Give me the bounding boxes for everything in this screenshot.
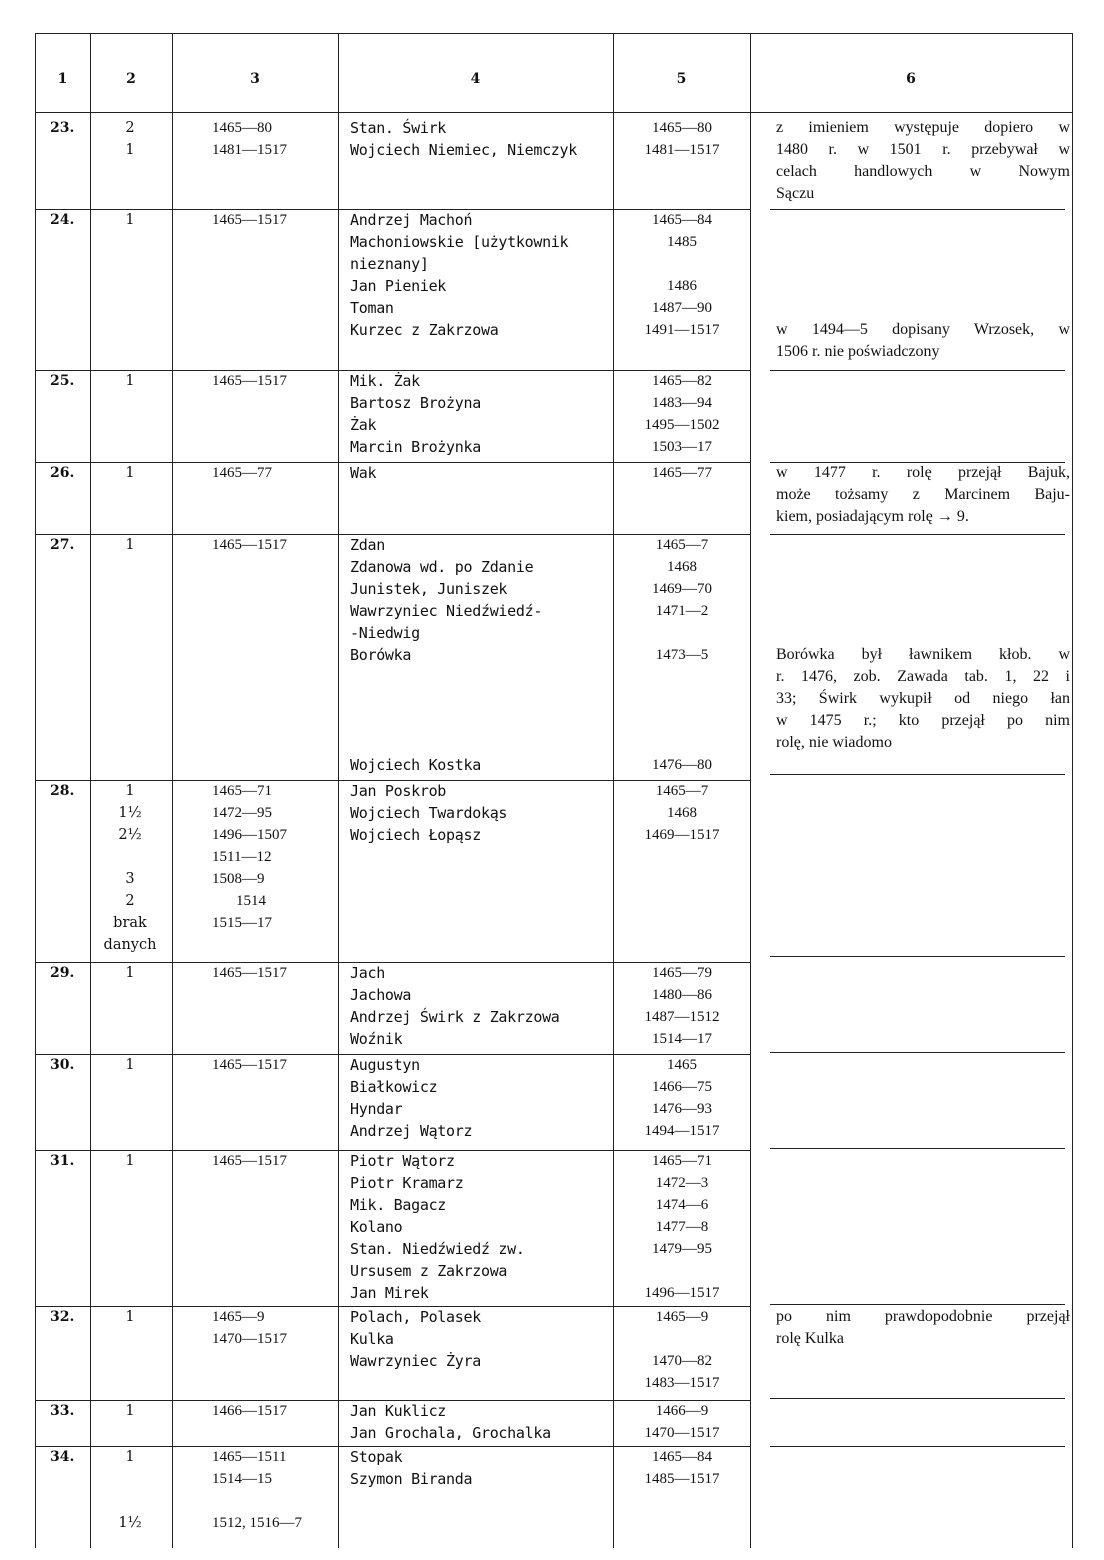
header-col-5: 5 xyxy=(676,71,687,87)
header-col-4: 4 xyxy=(470,71,481,87)
row-number: 29. xyxy=(50,965,75,981)
share-cell: 1 xyxy=(125,465,135,481)
holder-years: 1465 xyxy=(667,1057,697,1073)
holder-name: Marcin Brożynka xyxy=(350,438,481,456)
period-cell: 1465—1517 xyxy=(212,1057,287,1073)
holder-name: Zdanowa wd. po Zdanie xyxy=(350,558,534,576)
holder-years: 1468 xyxy=(667,805,697,821)
share-cell: brak xyxy=(113,915,147,931)
header-col-1: 1 xyxy=(57,71,68,87)
holder-years: 1465—80 xyxy=(652,120,712,136)
holder-name: Wojciech Łopąsz xyxy=(350,826,481,844)
notes-divider xyxy=(770,1148,1065,1149)
holder-years: 1485 xyxy=(667,234,697,250)
holder-name: Bartosz Brożyna xyxy=(350,394,481,412)
holder-name: Kulka xyxy=(350,1330,394,1348)
note-line: r. 1476, zob. Zawada tab. 1, 22 i xyxy=(776,668,1070,685)
share-cell: 1 xyxy=(125,373,135,389)
holder-years: 1514—17 xyxy=(652,1031,712,1047)
holder-name: Jachowa xyxy=(350,986,412,1004)
header-bottom-rule xyxy=(35,112,1073,113)
period-cell: 1515—17 xyxy=(212,915,272,931)
notes-divider xyxy=(770,1304,1065,1305)
holder-name: Wojciech Kostka xyxy=(350,756,481,774)
holder-name: Jan Pieniek xyxy=(350,277,447,295)
note-line: w 1475 r.; kto przejął po nim xyxy=(776,712,1070,729)
holder-name: Mik. Bagacz xyxy=(350,1196,447,1214)
holder-name: Wojciech Twardokąs xyxy=(350,804,508,822)
period-cell: 1465—71 xyxy=(212,783,272,799)
period-cell: 1465—1517 xyxy=(212,373,287,389)
holder-years: 1491—1517 xyxy=(644,322,720,338)
share-cell: 1½ xyxy=(118,1515,142,1531)
row-number: 26. xyxy=(50,465,75,481)
note-line: kiem, posiadającym rolę → 9. xyxy=(776,508,969,525)
holder-years: 1474—6 xyxy=(655,1197,709,1213)
notes-divider xyxy=(770,956,1065,957)
row-number: 24. xyxy=(50,212,75,228)
holder-years: 1470—1517 xyxy=(644,1425,720,1441)
holder-years: 1495—1502 xyxy=(644,417,720,433)
notes-divider xyxy=(770,209,1065,210)
share-cell: 1 xyxy=(125,537,135,553)
holder-years: 1476—80 xyxy=(652,757,712,773)
period-cell: 1514—15 xyxy=(212,1471,272,1487)
holder-years: 1486 xyxy=(667,278,697,294)
holder-years: 1465—84 xyxy=(652,1449,712,1465)
period-cell: 1465—1517 xyxy=(212,1153,287,1169)
period-cell: 1496—1507 xyxy=(212,827,287,843)
holder-years: 1465—79 xyxy=(652,965,712,981)
row-number: 32. xyxy=(50,1309,75,1325)
period-cell: 1465—1517 xyxy=(212,212,287,228)
holder-years: 1465—82 xyxy=(652,373,712,389)
holder-years: 1472—3 xyxy=(655,1175,709,1191)
holder-name: Junistek, Juniszek xyxy=(350,580,508,598)
period-cell: 1514 xyxy=(236,893,266,909)
table-border-right xyxy=(1072,33,1073,1548)
holder-name: Zdan xyxy=(350,536,385,554)
note-line: rolę, nie wiadomo xyxy=(776,734,892,751)
notes-divider xyxy=(770,370,1065,371)
period-cell: 1465—1511 xyxy=(212,1449,287,1465)
col-divider-2 xyxy=(172,33,173,1548)
holder-name: Hyndar xyxy=(350,1100,403,1118)
holder-years: 1465—84 xyxy=(652,212,712,228)
notes-divider xyxy=(770,774,1065,775)
holder-name: Jan Mirek xyxy=(350,1284,429,1302)
holder-name: Woźnik xyxy=(350,1030,403,1048)
row-number: 31. xyxy=(50,1153,75,1169)
share-cell: 1 xyxy=(125,1309,135,1325)
share-cell: 3 xyxy=(125,871,135,887)
row-number: 30. xyxy=(50,1057,75,1073)
share-cell: 1 xyxy=(125,1449,135,1465)
holder-name: Stopak xyxy=(350,1448,403,1466)
period-cell: 1465—1517 xyxy=(212,965,287,981)
holder-name: Wojciech Niemiec, Niemczyk xyxy=(350,141,578,159)
note-line: 33; Świrk wykupił od niego łan xyxy=(776,690,1070,707)
holder-years: 1465—7 xyxy=(655,783,709,799)
holder-name: -Niedwig xyxy=(350,624,420,642)
notes-divider xyxy=(770,1398,1065,1399)
share-cell: 1 xyxy=(125,1057,135,1073)
col-divider-1 xyxy=(90,33,91,1548)
note-line: 1480 r. w 1501 r. przebywał w xyxy=(776,141,1070,158)
period-cell: 1465—77 xyxy=(212,465,272,481)
note-line: w 1477 r. rolę przejął Bajuk, xyxy=(776,464,1070,481)
holder-years: 1483—1517 xyxy=(644,1375,720,1391)
holder-years: 1503—17 xyxy=(652,439,712,455)
holder-years: 1465—71 xyxy=(652,1153,712,1169)
holder-years: 1480—86 xyxy=(652,987,712,1003)
holder-years: 1483—94 xyxy=(652,395,712,411)
note-line: rolę Kulka xyxy=(776,1330,844,1347)
holder-years: 1485—1517 xyxy=(644,1471,720,1487)
holder-name: Augustyn xyxy=(350,1056,420,1074)
header-col-6: 6 xyxy=(906,71,916,87)
holder-years: 1471—2 xyxy=(655,603,709,619)
holder-name: Kolano xyxy=(350,1218,403,1236)
share-cell: 1 xyxy=(125,1153,135,1169)
holder-name: Polach, Polasek xyxy=(350,1308,481,1326)
holder-name: Jan Grochala, Grochalka xyxy=(350,1424,551,1442)
table-border-left xyxy=(35,33,36,1548)
row-number: 25. xyxy=(50,373,75,389)
note-line: może tożsamy z Marcinem Baju- xyxy=(776,486,1070,503)
holder-name: Mik. Żak xyxy=(350,372,420,390)
holder-years: 1469—1517 xyxy=(644,827,720,843)
holder-name: Andrzej Machoń xyxy=(350,211,473,229)
period-cell: 1465—9 xyxy=(212,1309,265,1325)
holder-years: 1479—95 xyxy=(652,1241,712,1257)
holder-years: 1473—5 xyxy=(655,647,709,663)
note-line: z imieniem występuje dopiero w xyxy=(776,119,1070,136)
share-cell: 2 xyxy=(125,893,135,909)
holder-years: 1494—1517 xyxy=(644,1123,720,1139)
holder-name: Wak xyxy=(350,464,377,482)
holder-name: Machoniowskie [użytkownik xyxy=(350,233,569,251)
period-cell: 1466—1517 xyxy=(212,1403,287,1419)
share-cell: danych xyxy=(103,937,157,953)
share-cell: 2½ xyxy=(118,827,142,843)
share-cell: 1 xyxy=(125,212,135,228)
holder-name: Kurzec z Zakrzowa xyxy=(350,321,499,339)
holder-name: Piotr Wątorz xyxy=(350,1152,455,1170)
notes-divider xyxy=(770,1052,1065,1053)
holder-name: Białkowicz xyxy=(350,1078,438,1096)
period-cell: 1465—1517 xyxy=(212,537,287,553)
holder-name: Jan Kuklicz xyxy=(350,1402,447,1420)
header-col-3: 3 xyxy=(250,71,260,87)
holder-name: Andrzej Wątorz xyxy=(350,1122,473,1140)
holder-name: Stan. Niedźwiedź zw. xyxy=(350,1240,525,1258)
row-number: 27. xyxy=(50,537,75,553)
note-line: po nim prawdopodobnie przejął xyxy=(776,1308,1070,1325)
holder-name: Piotr Kramarz xyxy=(350,1174,464,1192)
share-cell: 2 xyxy=(125,120,135,136)
note-line: Sączu xyxy=(776,185,815,202)
holder-name: Wawrzyniec Żyra xyxy=(350,1352,481,1370)
holder-years: 1470—82 xyxy=(652,1353,712,1369)
row-number: 28. xyxy=(50,783,75,799)
note-line: w 1494—5 dopisany Wrzosek, w xyxy=(776,321,1070,338)
holder-years: 1465—77 xyxy=(652,465,712,481)
holder-years: 1477—8 xyxy=(655,1219,709,1235)
holder-name: Jach xyxy=(350,964,385,982)
col-divider-3 xyxy=(338,33,339,1548)
note-line: Borówka był ławnikem kłob. w xyxy=(776,646,1070,663)
period-cell: 1481—1517 xyxy=(212,142,287,158)
holder-name: Andrzej Świrk z Zakrzowa xyxy=(350,1008,560,1026)
col-divider-4 xyxy=(613,33,614,1548)
table-top-rule xyxy=(35,33,1073,34)
holder-years: 1465—7 xyxy=(655,537,709,553)
share-cell: 1 xyxy=(125,783,135,799)
holder-years: 1468 xyxy=(667,559,697,575)
holder-years: 1469—70 xyxy=(652,581,712,597)
period-cell: 1512, 1516—7 xyxy=(212,1515,302,1531)
share-cell: 1½ xyxy=(118,805,142,821)
share-cell: 1 xyxy=(125,142,135,158)
row-number: 23. xyxy=(50,120,75,136)
holder-name: Stan. Świrk xyxy=(350,119,447,137)
period-cell: 1470—1517 xyxy=(212,1331,287,1347)
holder-name: nieznany] xyxy=(350,255,429,273)
period-cell: 1465—80 xyxy=(212,120,272,136)
holder-name: Jan Poskrob xyxy=(350,782,447,800)
holder-years: 1496—1517 xyxy=(644,1285,720,1301)
period-cell: 1472—95 xyxy=(212,805,272,821)
holder-years: 1487—90 xyxy=(652,300,712,316)
holder-years: 1481—1517 xyxy=(644,142,720,158)
holder-name: Wawrzyniec Niedźwiedź- xyxy=(350,602,543,620)
notes-divider xyxy=(770,534,1065,535)
note-line: celach handlowych w Nowym xyxy=(776,163,1070,180)
row-number: 34. xyxy=(50,1449,75,1465)
holder-years: 1466—9 xyxy=(655,1403,709,1419)
note-line: 1506 r. nie poświadczony xyxy=(776,343,940,360)
period-cell: 1508—9 xyxy=(212,871,265,887)
holder-years: 1465—9 xyxy=(655,1309,709,1325)
share-cell: 1 xyxy=(125,1403,135,1419)
holder-years: 1466—75 xyxy=(652,1079,712,1095)
holder-years: 1487—1512 xyxy=(644,1009,720,1025)
row-number: 33. xyxy=(50,1403,75,1419)
notes-divider xyxy=(770,1446,1065,1447)
period-cell: 1511—12 xyxy=(212,849,272,865)
header-col-2: 2 xyxy=(126,71,136,87)
holder-name: Żak xyxy=(350,416,377,434)
holder-name: Toman xyxy=(350,299,394,317)
holder-years: 1476—93 xyxy=(652,1101,712,1117)
col-divider-5 xyxy=(750,33,751,1548)
holder-name: Borówka xyxy=(350,646,412,664)
holder-name: Ursusem z Zakrzowa xyxy=(350,1262,508,1280)
holder-name: Szymon Biranda xyxy=(350,1470,473,1488)
share-cell: 1 xyxy=(125,965,135,981)
